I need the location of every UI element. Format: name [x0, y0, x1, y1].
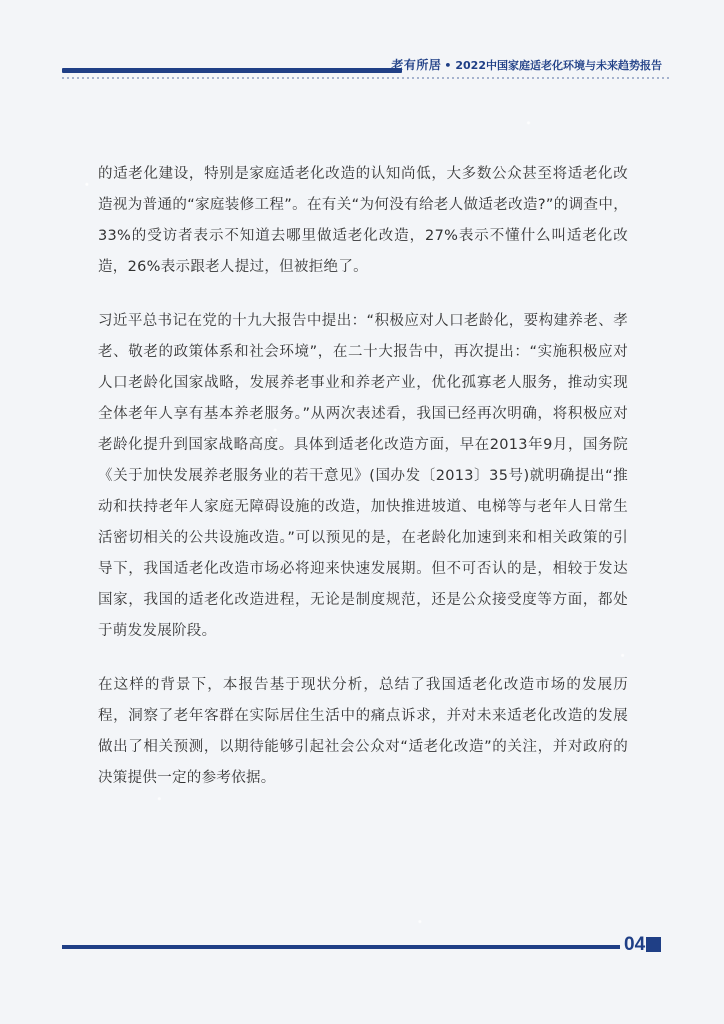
- paragraph-2: 习近平总书记在党的十九大报告中提出：“积极应对人口老龄化，要构建养老、孝老、敬老的政策体系和社会环境”，在二十大报告中，再次提出：“实施积极应对人口老龄化国家战略，发展养老事业和养老产业，优化孤寡老人服务，推动实现全体老年人享有基本养老服务。”从两次表述看，我国已经再次明确，将积极应对老龄化提升到国家战略高度。具体到适老化改造方面，早在2013年9月，国务院《关于加快发展养老服务业的若干意见》(国办发〔2013〕35号)就明确提出“推动和扶持老年人家庭无障碍设施的改造，加快推进坡道、电梯等与老年人日常生活密切相关的公共设施改造。”可以预见的是，在老龄化加速到来和相关政策的引导下，我国适老化改造市场必将迎来快速发展期。但不可否认的是，相较于发达国家，我国的适老化改造进程，无论是制度规范，还是公众接受度等方面，都处于萌发发展阶段。: [98, 313, 628, 639]
- page-marker-square: [646, 937, 661, 952]
- footer-rule: [62, 945, 620, 949]
- report-header: [391, 57, 662, 74]
- header-dotted-rule: [62, 77, 672, 79]
- page-number: 04: [624, 934, 646, 955]
- header-brand: 老有所居: [391, 58, 442, 72]
- header-separator: •: [444, 59, 452, 72]
- header-title: 2022中国家庭适老化环境与未来趋势报告: [455, 59, 662, 72]
- paragraph-3: 在这样的背景下，本报告基于现状分析，总结了我国适老化改造市场的发展历程，洞察了老年客群在实际居住生活中的痛点诉求，并对未来适老化改造的发展做出了相关预测，以期待能够引起社会公众对“适老化改造”的关注，并对政府的决策提供一定的参考依据。: [98, 677, 628, 786]
- paragraph-1: 的适老化建设，特别是家庭适老化改造的认知尚低，大多数公众甚至将适老化改造视为普通的“家庭装修工程”。在有关“为何没有给老人做适老改造?”的调查中，33%的受访者表示不知道去哪里做适老化改造，27%表示不懂什么叫适老化改造，26%表示跟老人提过，但被拒绝了。: [98, 166, 628, 275]
- body-content: [98, 159, 628, 794]
- header-accent-bar: [62, 68, 402, 73]
